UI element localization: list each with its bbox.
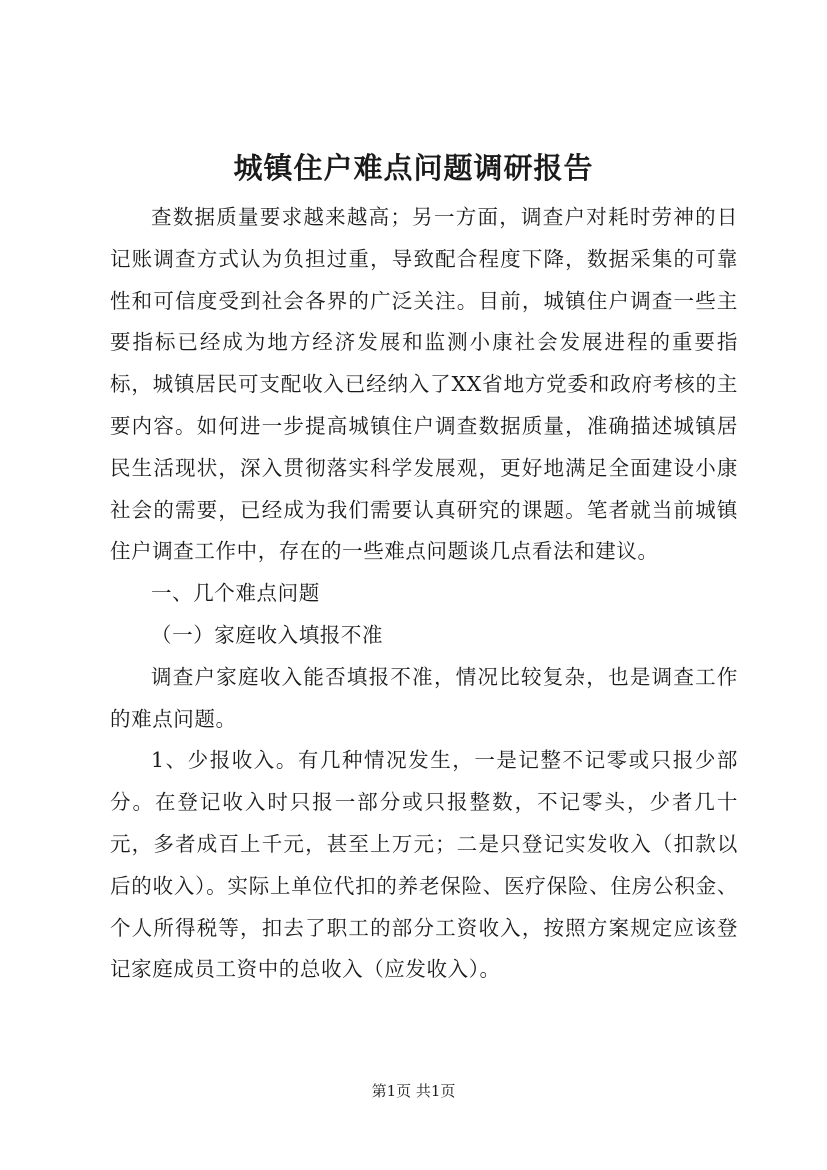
paragraph-underreported-income: 1、少报收入。有几种情况发生，一是记整不记零或只报少部分。在登记收入时只报一部分或只报整数，不记零头，少者几十元，多者成百上千元，甚至上万元；二是只登记实发收入（扣款以后的收入）。实际上单位代扣的养老保险、医疗保险、住房公积金、个人所得税等，扣去了职工的部分工资收入，按照方案规定应该登记家庭成员工资中的总收入（应发收入）。 xyxy=(110,748,738,982)
page-footer: 第1页 共1页 xyxy=(371,1082,456,1100)
paragraph-intro: 查数据质量要求越来越高；另一方面，调查户对耗时劳神的日记账调查方式认为负担过重，导致配合程度下降，数据采集的可靠性和可信度受到社会各界的广泛关注。目前，城镇住户调查一些主要指标已经成为地方经济发展和监测小康社会发展进程的重要指标，城镇居民可支配收入已经纳入了XX省地方党委和政府考核的主要内容。如何进一步提高城镇住户调查数据质量，准确描述城镇居民生活现状，深入贯彻落实科学发展观，更好地满足全面建设小康社会的需要，已经成为我们需要认真研究的课题。笔者就当前城镇住户调查工作中，存在的一些难点问题谈几点看法和建议。 xyxy=(110,205,738,564)
document-title: 城镇住户难点问题调研报告 xyxy=(233,151,594,185)
paragraph-income-summary: 调查户家庭收入能否填报不准，情况比较复杂，也是调查工作的难点问题。 xyxy=(110,664,738,731)
document-body xyxy=(110,197,738,991)
section-heading-difficulties: 一、几个难点问题 xyxy=(151,581,320,606)
subsection-heading-income: （一）家庭收入填报不准 xyxy=(151,622,384,647)
